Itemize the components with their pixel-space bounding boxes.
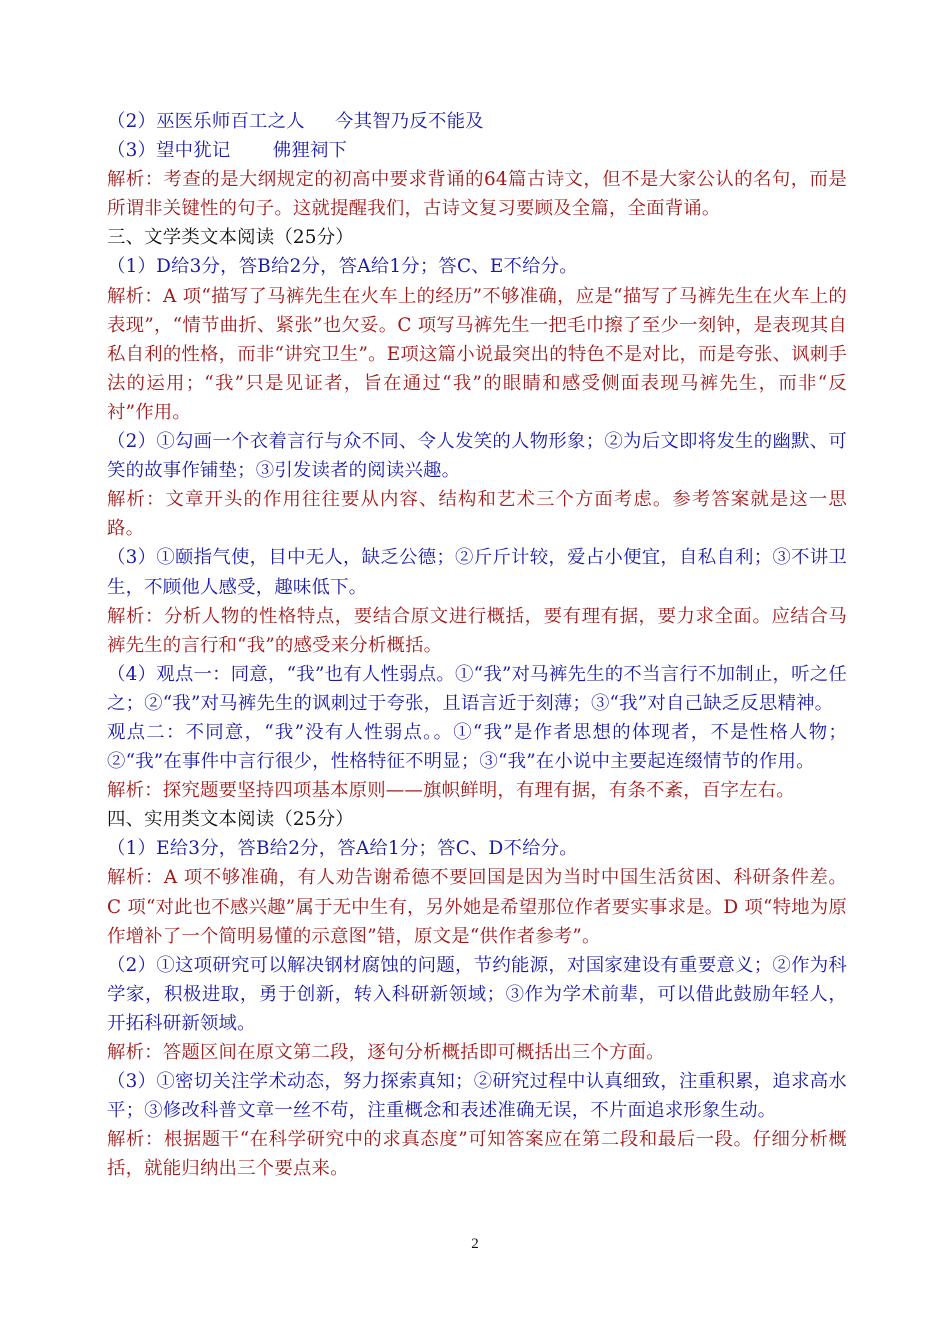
answer-paragraph: （1）E给3分，答B给2分，答A给1分；答C、D不给分。 (107, 838, 578, 860)
answer-paragraph: （1）D给3分，答B给2分，答A给1分；答C、E不给分。 (107, 256, 578, 278)
answer-paragraph: （3）①密切关注学术动态，努力探索真知；②研究过程中认真细致，注重积累，追求高水平；③修改科普文章一丝不苟，注重概念和表述准确无误，不片面追求形象生动。 (107, 1071, 847, 1122)
answer-paragraph: （3）①颐指气使，目中无人，缺乏公德；②斤斤计较，爱占小便宜，自私自利；③不讲卫生，不顾他人感受，趣味低下。 (107, 547, 847, 598)
answer-paragraph: （3）望中犹记 佛狸祠下 (107, 140, 348, 162)
document-body (107, 107, 847, 1183)
answer-paragraph: （4）观点一：同意，“我”也有人性弱点。①“我”对马裤先生的不当言行不加制止，听之任之；②“我”对马裤先生的讽刺过于夸张，且语言近于刻薄；③“我”对自己缺乏反思精神。 (107, 663, 847, 714)
answer-paragraph: （2）巫医乐师百工之人 今其智乃反不能及 (107, 111, 484, 132)
analysis-paragraph: 解析：A 项不够准确，有人劝告谢希德不要回国是因为当时中国生活贫困、科研条件差。C 项“对此也不感兴趣”属于无中生有，另外她是希望那位作者要实事求是。D 项“特地为原作增补了一个简明易懂的示意图”错，原文是“供作者参考”。 (107, 867, 847, 947)
answer-paragraph: 观点二：不同意，“我”没有人性弱点。。①“我”是作者思想的体现者，不是性格人物；②“我”在事件中言行很少，性格特征不明显；③“我”在小说中主要起连缀情节的作用。 (107, 721, 847, 773)
analysis-paragraph: 解析：根据题干“在科学研究中的求真态度”可知答案应在第二段和最后一段。仔细分析概括，就能归纳出三个要点来。 (107, 1129, 847, 1180)
analysis-paragraph: 解析：A 项“描写了马裤先生在火车上的经历”不够准确，应是“描写了马裤先生在火车上的表现”，“情节曲折、紧张”也欠妥。C 项写马裤先生一把毛巾擦了至少一刻钟，是表现其自私自利的性格，而非“讲究卫生”。E项这篇小说最突出的特色不是对比，而是夸张、讽刺手法的运用；“我”只是见证者，旨在通过“我”的眼睛和感受侧面表现马裤先生，而非“反衬”作用。 (107, 285, 847, 423)
analysis-paragraph: 解析：探究题要坚持四项基本原则——旗帜鲜明，有理有据，有条不紊，百字左右。 (107, 780, 795, 802)
page-number: 2 (471, 1236, 479, 1252)
answer-paragraph: （2）①勾画一个衣着言行与众不同、令人发笑的人物形象；②为后文即将发生的幽默、可笑的故事作铺垫；③引发读者的阅读兴趣。 (107, 431, 847, 482)
answer-paragraph: （2）①这项研究可以解决钢材腐蚀的问题，节约能源，对国家建设有重要意义；②作为科学家，积极进取，勇于创新，转入科研新领域；③作为学术前辈，可以借此鼓励年轻人，开拓科研新领域。 (107, 954, 847, 1034)
analysis-paragraph: 解析：考查的是大纲规定的初高中要求背诵的64篇古诗文，但不是大家公认的名句，而是所谓非关键性的句子。这就提醒我们，古诗文复习要顾及全篇，全面背诵。 (107, 169, 847, 220)
analysis-paragraph: 解析：答题区间在原文第二段，逐句分析概括即可概括出三个方面。 (107, 1042, 665, 1063)
section-heading: 三、文学类文本阅读（25分） (107, 227, 354, 249)
section-heading: 四、实用类文本阅读（25分） (107, 809, 354, 831)
analysis-paragraph: 解析：分析人物的性格特点，要结合原文进行概括，要有理有据，要力求全面。应结合马裤先生的言行和“我”的感受来分析概括。 (107, 605, 847, 656)
analysis-paragraph: 解析：文章开头的作用往往要从内容、结构和艺术三个方面考虑。参考答案就是这一思路。 (107, 489, 847, 540)
